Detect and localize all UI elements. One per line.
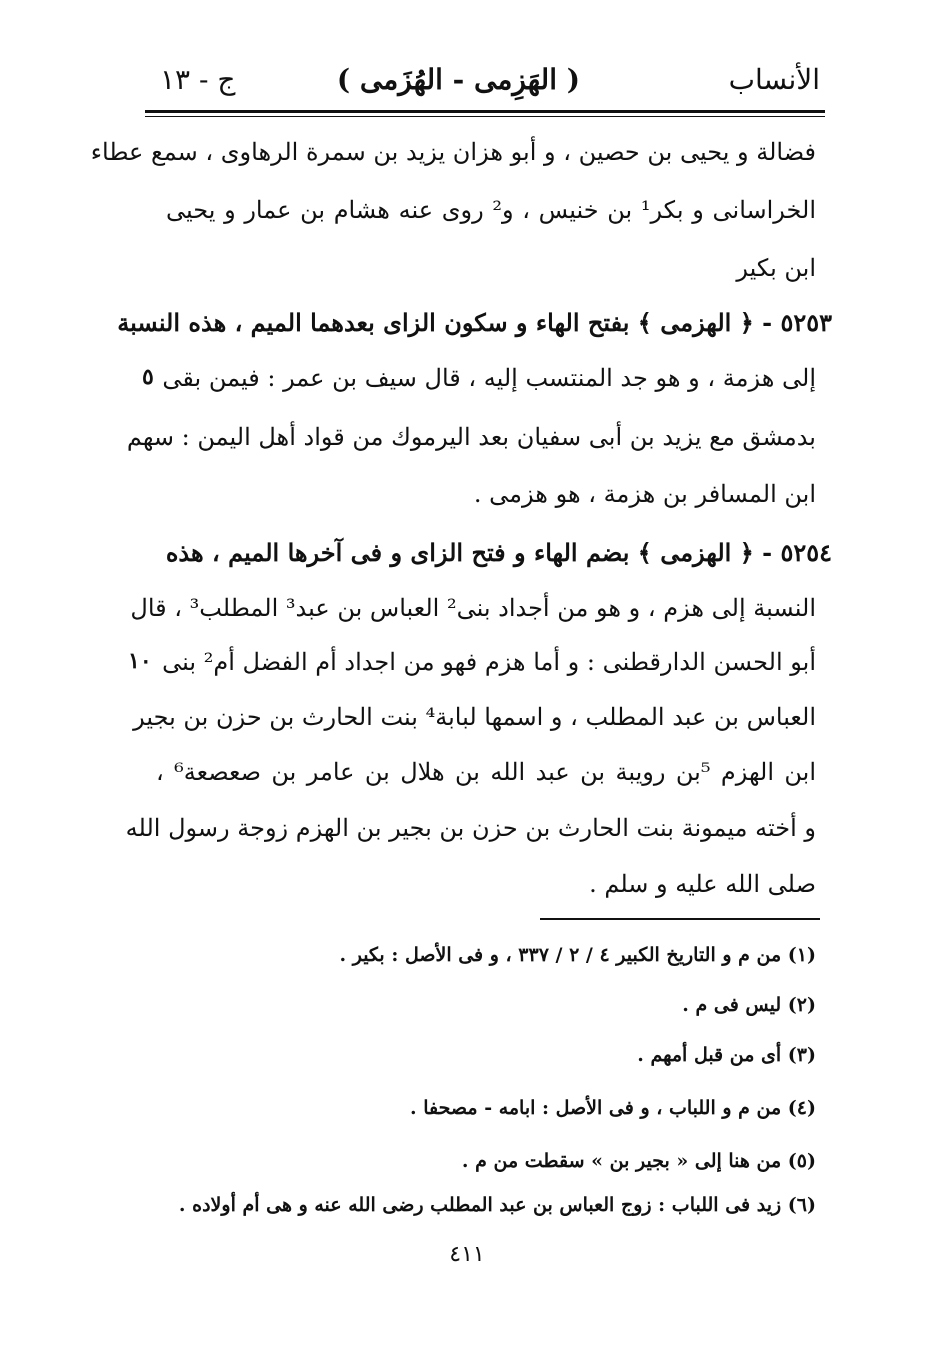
- body-line: صلى الله عليه و سلم .: [589, 870, 816, 898]
- footnote: (٢) ليس فى م .: [682, 994, 816, 1016]
- footnote: (٣) أى من قبل أمهم .: [637, 1044, 816, 1066]
- book-title: الأنساب: [728, 63, 820, 96]
- margin-line-number: ٥: [142, 364, 154, 390]
- body-line: ابن المسافر بن هزمة ، هو هزمى .: [473, 480, 816, 508]
- body-line: و أخته ميمونة بنت الحارث بن حزن بن بجير بن الهزم زوجة رسول الله: [125, 814, 816, 842]
- margin-line-number: ١٠: [128, 648, 152, 674]
- body-line: النسبة إلى هزم ، و هو من أجداد بنى² العباس بن عبد³ المطلب³ ، قال: [130, 594, 816, 622]
- footnote-rule: [540, 918, 820, 920]
- volume-number: ج - ١٣: [160, 63, 236, 96]
- footnote: (١) من م و التاريخ الكبير ٤ / ٢ / ٣٣٧ ، و فى الأصل : بكير .: [339, 944, 816, 966]
- body-line: أبو الحسن الدارقطنى : و أما هزم فهو من اجداد أم الفضل أم² بنى: [162, 648, 816, 676]
- section-title: ( الهَزِمى - الهُزَمى ): [336, 63, 580, 96]
- body-line: فضالة و يحيى بن حصين ، و أبو هزان يزيد بن سمرة الرهاوى ، سمع عطاء: [90, 138, 816, 166]
- entry-5254-line: ٥٢٥٤ - ﴿ الهزمى ﴾ بضم الهاء و فتح الزاى و فى آخرها الميم ، هذه: [165, 538, 832, 567]
- body-line: الخراسانى و بكر¹ بن خنيس ، و² روى عنه هشام بن عمار و يحيى: [166, 196, 817, 224]
- body-line: إلى هزمة ، و هو جد المنتسب إليه ، قال سيف بن عمر : فيمن بقى: [162, 364, 816, 392]
- page-header: [160, 58, 820, 102]
- footnote: (٦) زيد فى اللباب : زوج العباس بن عبد المطلب رضى الله عنه و هى أم أولاده .: [178, 1194, 816, 1216]
- footnote: (٤) من م و اللباب ، و فى الأصل : ابامه - مصحفا .: [410, 1097, 816, 1119]
- page-number: ٤١١: [449, 1242, 485, 1267]
- body-line: ابن الهزم ⁵بن رويبة بن عبد الله بن هلال بن عامر بن صعصعة⁶ ،: [156, 758, 816, 786]
- body-line: ابن بكير: [736, 254, 816, 282]
- body-line: بدمشق مع يزيد بن أبى سفيان بعد اليرموك من قواد أهل اليمن : سهم: [126, 423, 816, 451]
- header-rule-thick: [145, 110, 825, 113]
- footnote: (٥) من هنا إلى « بجير بن » سقطت من م .: [461, 1150, 816, 1172]
- entry-5253-line: ٥٢٥٣ - ﴿ الهزمى ﴾ بفتح الهاء و سكون الزاى بعدهما الميم ، هذه النسبة: [117, 308, 832, 337]
- header-rule-thin: [145, 116, 825, 117]
- body-line: العباس بن عبد المطلب ، و اسمها لبابة⁴ بنت الحارث بن حزن بن بجير: [133, 703, 816, 731]
